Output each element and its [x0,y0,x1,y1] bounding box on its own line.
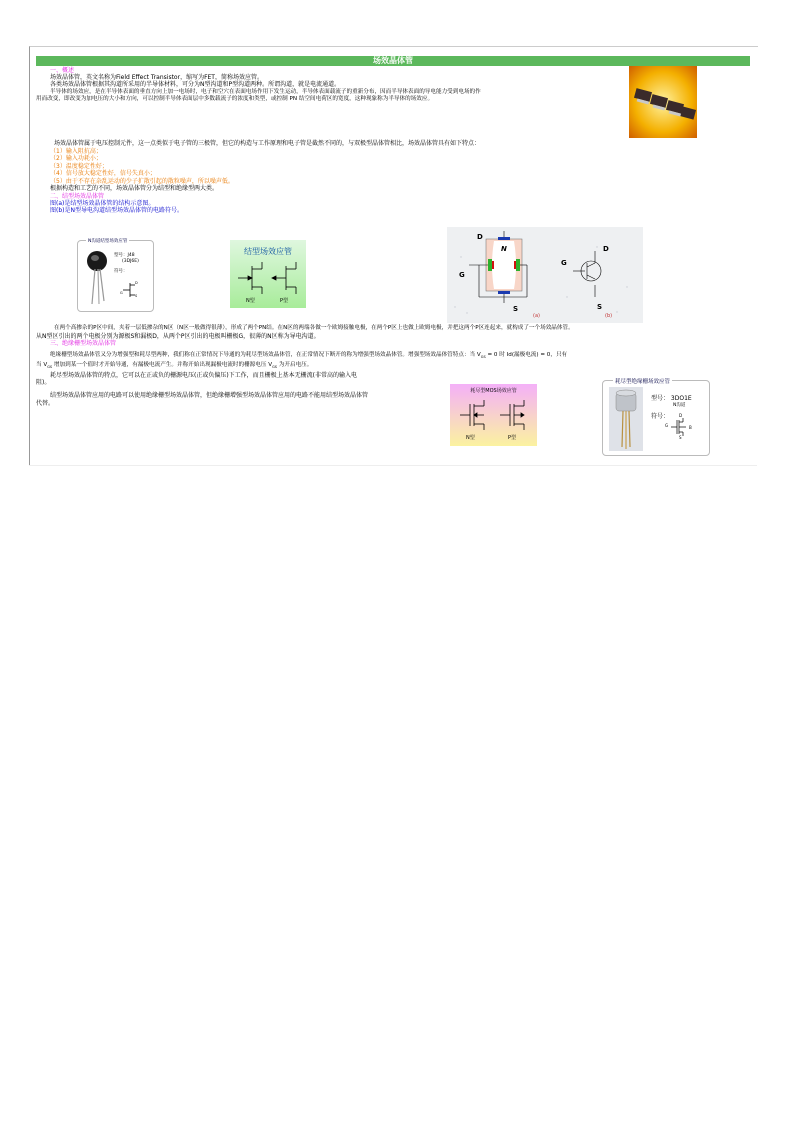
paragraph-10b: 阻)。 [36,379,51,386]
diagram-d2-label: D [603,245,609,253]
jfet-structure-diagram [447,227,643,323]
paragraph-3a: 半导体的场效应，是在半导体表面的垂直方向上加一电场时，电子和空穴在表面电场作用下发生运动，半导体表面载流子的重新分布，因而半导体表面的导电能力受到电场的作 [50,89,481,95]
mos-transistor-image [609,387,643,451]
mos-mini-symbol [669,417,689,437]
section-jfet: 二、结型场效晶体管 [50,193,105,200]
jfet-pin-g: G [120,291,123,295]
mos-model2: N沟道 [673,403,686,408]
mos-model: 型号： 3DO1E [651,395,692,402]
jfet-transistor-image [82,249,112,309]
paragraph-9b: 当 $V_{GS}$ 增加到某一个值时才开始导通，有漏极电流产生。并称开始出现漏极电流时的栅源电压 $V_{GS}$ 为开启电压。 [36,362,313,370]
jfet-model: 型号：J48 [114,253,135,258]
paragraph-11a: 结型场效晶体管应用的电路可以使用绝缘栅型场效晶体管，但绝缘栅增强型场效晶体管应用的电路不能用结型场效晶体管 [50,392,369,399]
paragraph-2: 各类场效晶体管根据其沟道所采用的半导体材料，可分为N型沟道和P型沟道两种。所谓沟道，就是电流通道。 [50,81,341,88]
paragraph-10a: 耗尽型场效晶体管的特点，它可以在正或负的栅源电压(正或负偏压)下工作，而且栅极上基本无栅流(非常高的输入电 [50,372,358,379]
mos-photo-card [602,380,710,456]
diagram-a-label: (a) [533,313,540,319]
mos-pin-b: B [689,425,692,430]
jfet-symbol-title: 结型场效应管 [244,247,292,256]
feature-4: （4）信号放大稳定性好，信号失真小； [50,170,156,177]
mos-symbol-box [450,384,537,446]
diagram-s-label: S [513,305,519,313]
mos-symbol-title: 耗尽型MOS场效应管 [470,388,517,394]
feature-2: （2）输入功耗小； [50,155,102,162]
paragraph-8a: 在两个高掺杂的P区中间，夹着一层低掺杂的N区（N区一般做得很薄），形成了两个PN结。在N区的两端各做一个欧姆接触电极，在两个P区上也做上欧姆电极，并把这两个P区连起来，就构成了一个场效晶体管。 [54,325,574,331]
paragraph-4: 场效晶体管属于电压控制元件，这一点类似于电子管的三极管，但它的构造与工作原理和电子管是截然不同的，与双极型晶体管相比，场效晶体管具有如下特点： [54,140,481,147]
diagram-n-label: N [501,245,507,253]
fet-product-photo [629,66,697,138]
diagram-d-label: D [477,233,483,241]
section-mosfet: 三、绝缘栅型场效晶体管 [50,340,117,347]
diagram-g2-label: G [561,259,567,267]
paragraph-9a: 绝缘栅型场效晶体管又分为增强型和耗尽型两种，我们称在正常情况下导通的为耗尽型场效晶体管，在正常情况下断开的称为增强型场效晶体管。增强型场效晶体管特点：当 $V_{GS} = 0$ 时 Id(漏极电流) = 0，只有 [50,352,568,360]
section-overview: 一、概述 [50,67,75,74]
paragraph-6: 图(a)是结型场效晶体管的结构示意图。 [50,200,155,207]
frame-bottom-line [29,465,757,466]
jfet-photo-title: N沟道结型场效应管 [88,239,128,244]
paragraph-7: 图(b)是N型导电沟道结型场效晶体管的电路符号。 [50,207,183,214]
mos-pin-s: S [679,435,682,440]
jfet-pin-s: S [135,294,138,298]
jfet-pin-d: D [135,281,138,285]
jfet-photo-card [77,240,154,312]
paragraph-5: 根据构造和工艺的不同，场效晶体管分为结型和绝缘型两大类。 [50,185,219,192]
diagram-g-label: G [459,271,465,279]
mos-pin-d: D [679,413,683,418]
jfet-p-type-label: P型 [280,298,289,304]
jfet-symbol-label: 符号： [114,269,128,274]
jfet-model2: (3DJ6E) [122,259,139,264]
paragraph-1: 场效晶体管，英文名称为Field Effect Transistor，缩写为FET，简称场效应管。 [50,74,263,81]
feature-5: （5）由于不存在杂乱运动的少子扩散引起的散粒噪声，所以噪声低。 [50,178,234,185]
jfet-symbols-drawing [234,260,302,296]
paragraph-3b: 用而改变，即改变为加电压的大小和方向，可以控制半导体表面层中多数载流子的浓度和类型，或控制 PN 结空间电荷区的宽度，这种现象称为半导体的场效应。 [36,96,434,102]
jfet-n-type-label: N型 [246,298,255,304]
page-title: 场效晶体管 [36,56,750,66]
paragraph-8b: 从N型区引出的两个电极分别为源极S和漏极D，从两个P区引出的电极叫栅极G，很薄的N区称为导电沟道。 [36,333,320,340]
diagram-s2-label: S [597,303,603,311]
feature-3: （3）温度稳定性好； [50,163,108,170]
mos-n-type-label: N型 [466,435,475,441]
diagram-b-label: (b) [605,313,613,319]
mos-photo-title: 耗尽型绝缘栅场效应管 [615,379,671,385]
mos-pin-g: G [665,423,669,428]
mos-symbols-drawing [458,398,530,432]
mos-symbol-label: 符号： [651,413,670,420]
paragraph-11b: 代替。 [36,400,55,407]
jfet-symbol-box [230,240,306,308]
feature-1: （1）输入阻抗高； [50,148,102,155]
mos-p-type-label: P型 [508,435,517,441]
